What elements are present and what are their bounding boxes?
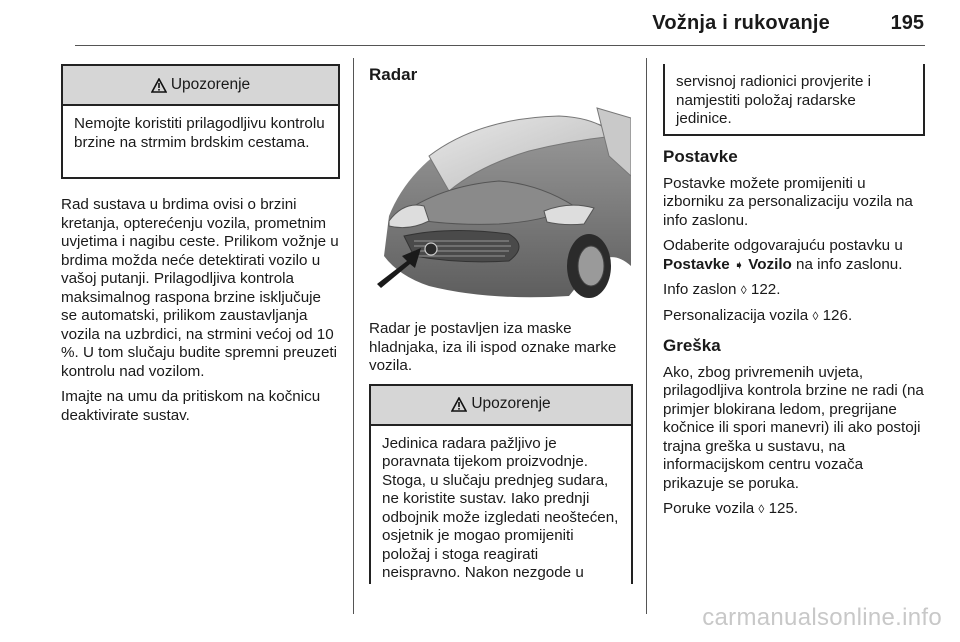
column-2 [369, 66, 633, 93]
text-select-post: na info zaslonu. [791, 255, 903, 273]
reference-vehicle-personalization: Personalizacija vozila ◊ 126. [663, 306, 853, 324]
paragraph-hill-operation: Rad sustava u brdima ovisi o brzini kretanja, opterećenju vozila, prometnim uvjetima i nagibu ceste. Prilikom vožnje u brdima možda neće detektirati vozilo u vašoj putanji. Prilagodljiva kontrola maksimalnog raspona brzine isključuje se automatski, prilikom zaustavljanja vozila na uzbrdici, na strmini većoj od 10 %. U tom slučaju budite spremni preuzeti kontrolu nad vozilom. [61, 196, 339, 380]
page-ref-icon: ◊ [740, 283, 747, 297]
warning-continued-text: servisnoj radionici provjerite i namjestiti položaj radarske jedinice. [676, 73, 871, 127]
page-number: 195 [890, 12, 924, 34]
heading-greska: Greška [663, 336, 721, 355]
warning-box-hills [61, 64, 340, 179]
running-header-title: Vožnja i rukovanje [652, 12, 830, 34]
paragraph-select-setting [663, 237, 925, 274]
warning-text: Jedinica radara pažljivo je poravnata tijekom proizvodnje. Stoga, u slučaju prednjeg sudara, ne koristite sustav. Iako prednji odbojnik može izgledati neoštećen, osjetnik je mogao promijeniti položaj i stoga reagirati neispravno. Nakon nezgode u [382, 434, 619, 581]
column-divider-1 [353, 58, 354, 614]
menu-vozilo: Vozilo [748, 255, 792, 273]
column-2-lower [369, 320, 633, 584]
page-ref-icon: ◊ [758, 502, 765, 516]
heading-radar: Radar [369, 65, 418, 84]
header-rule [75, 45, 925, 46]
warning-label: Upozorenje [471, 395, 551, 413]
warning-box-radar [369, 384, 633, 584]
paragraph-fault: Ako, zbog privremenih uvjeta, prilagodljiva kontrola brzine ne radi (na primjer blokirana ledom, pregrijane kočnice ili spori manevri) ili ako postoji trajna greška u sustavu, na informacijskom centru vozača prikazuje se poruka. [663, 363, 924, 492]
paragraph-settings: Postavke možete promijeniti u izborniku za personalizaciju vozila na info zaslonu. [663, 174, 913, 229]
text-select-pre: Odaberite odgovarajuću postavku u [663, 237, 903, 254]
column-1 [61, 64, 340, 432]
column-3 [663, 64, 925, 526]
watermark: carmanualsonline.info [702, 604, 942, 631]
column-divider-2 [646, 58, 647, 614]
car-radar-location-image [369, 96, 631, 308]
warning-label: Upozorenje [170, 75, 251, 93]
reference-vehicle-messages: Poruke vozila ◊ 125. [663, 500, 799, 517]
heading-postavke: Postavke [663, 147, 738, 166]
car-front-illustration [369, 96, 631, 308]
warning-triangle-icon [151, 78, 167, 93]
warning-header [371, 386, 631, 426]
warning-box-continued [663, 64, 925, 136]
page-ref-icon: ◊ [812, 308, 819, 323]
warning-triangle-icon [451, 397, 467, 412]
paragraph-radar-location: Radar je postavljen iza maske hladnjaka, iza ili ispod oznake marke vozila. [369, 320, 617, 374]
menu-arrow-icon: ➧ [733, 257, 744, 272]
menu-postavke: Postavke [663, 255, 730, 273]
paragraph-brake-deactivate: Imajte na umu da pritiskom na kočnicu deaktivirate sustav. [61, 388, 321, 424]
reference-info-display: Info zaslon ◊ 122. [663, 281, 781, 298]
warning-text: Nemojte koristiti prilagodljivu kontrolu brzine na strmim brdskim cestama. [74, 115, 325, 151]
warning-header [63, 66, 338, 106]
